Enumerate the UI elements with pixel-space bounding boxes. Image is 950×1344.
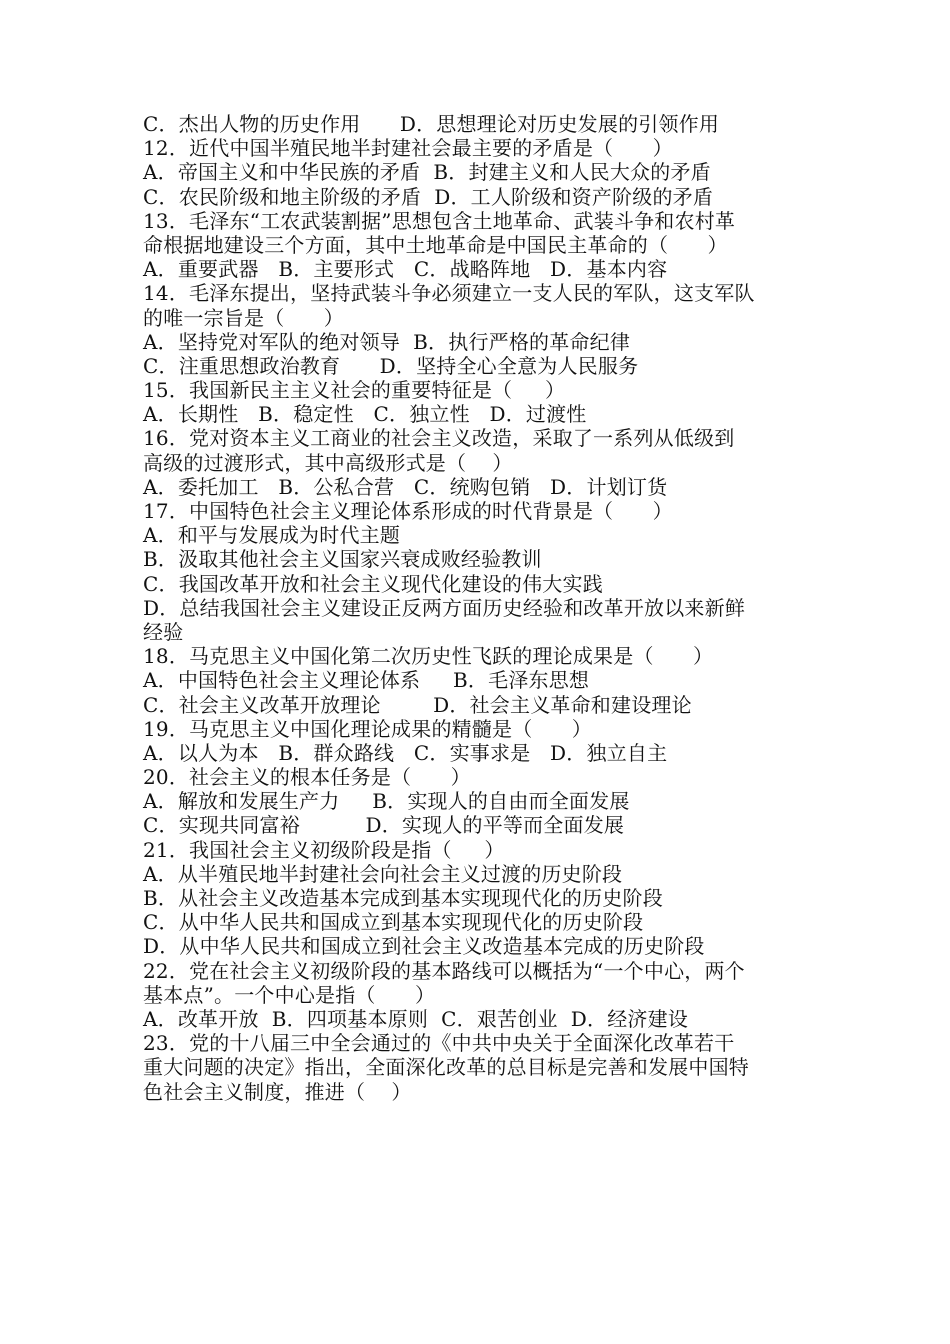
text-line: C．实现共同富裕 D．实现人的平等而全面发展 [143,813,625,838]
text-line: 经验 [143,619,184,644]
text-line: 19．马克思主义中国化理论成果的精髓是（ ） [143,716,592,741]
text-line: D．总结我国社会主义建设正反两方面历史经验和改革开放以来新鲜 [143,595,746,620]
text-line: A．从半殖民地半封建社会向社会主义过渡的历史阶段 [143,861,623,886]
text-line: A．委托加工 B．公私合营 C．统购包销 D．计划订货 [143,474,668,499]
text-line: C．从中华人民共和国成立到基本实现现代化的历史阶段 [143,910,644,935]
text-line: 色社会主义制度，推进（ ） [143,1079,412,1104]
text-line: 20．社会主义的根本任务是（ ） [143,765,471,790]
text-line: C．我国改革开放和社会主义现代化建设的伟大实践 [143,571,603,596]
text-line: A．坚持党对军队的绝对领导 B．执行严格的革命纪律 [143,329,631,354]
text-line: 14．毛泽东提出，坚持武装斗争必须建立一支人民的军队，这支军队 [143,281,755,306]
text-line: C．杰出人物的历史作用 D．思想理论对历史发展的引领作用 [143,112,720,136]
text-line: 18．马克思主义中国化第二次历史性飞跃的理论成果是（ ） [143,644,714,669]
text-line: C．注重思想政治教育 D．坚持全心全意为人民服务 [143,353,639,378]
text-line: A．和平与发展成为时代主题 [143,523,401,548]
text-line: 高级的过渡形式，其中高级形式是（ ） [143,450,513,475]
text-line: 21．我国社会主义初级阶段是指（ ） [143,837,505,862]
question-text-block [143,112,813,1104]
text-line: 12．近代中国半殖民地半封建社会最主要的矛盾是（ ） [143,136,673,161]
text-line: 16．党对资本主义工商业的社会主义改造，采取了一系列从低级到 [143,426,735,451]
text-line: A．重要武器 B．主要形式 C．战略阵地 D．基本内容 [143,257,668,282]
text-line: 22．党在社会主义初级阶段的基本路线可以概括为“一个中心，两个 [143,958,745,983]
text-line: A．帝国主义和中华民族的矛盾 B．封建主义和人民大众的矛盾 [143,160,711,185]
text-line: 23．党的十八届三中全会通过的《中共中央关于全面深化改革若干 [143,1031,735,1056]
text-line: B．从社会主义改造基本完成到基本实现现代化的历史阶段 [143,886,663,910]
text-line: A．中国特色社会主义理论体系 B．毛泽东思想 [143,668,590,693]
text-line: C．农民阶级和地主阶级的矛盾 D．工人阶级和资产阶级的矛盾 [143,184,714,209]
text-line: 13．毛泽东“工农武装割据”思想包含土地革命、武装斗争和农村革 [143,208,736,233]
text-line: A．改革开放 B．四项基本原则 C．艰苦创业 D．经济建设 [143,1006,689,1031]
text-line: D．从中华人民共和国成立到社会主义改造基本完成的历史阶段 [143,934,705,959]
text-line: B．汲取其他社会主义国家兴衰成败经验教训 [143,547,542,572]
text-line: 基本点”。一个中心是指（ ） [143,982,436,1007]
text-line: 命根据地建设三个方面，其中土地革命是中国民主革命的（ ） [143,232,728,257]
text-line: A．以人为本 B．群众路线 C．实事求是 D．独立自主 [143,740,668,765]
text-line: A．长期性 B．稳定性 C．独立性 D．过渡性 [143,402,587,427]
text-line: 的唯一宗旨是（ ） [143,305,344,330]
text-line: C．社会主义改革开放理论 D．社会主义革命和建设理论 [143,692,692,717]
text-line: 15．我国新民主主义社会的重要特征是（ ） [143,378,566,403]
text-line: A．解放和发展生产力 B．实现人的自由而全面发展 [143,789,630,814]
text-line: 17．中国特色社会主义理论体系形成的时代背景是（ ） [143,499,673,523]
text-line: 重大问题的决定》指出，全面深化改革的总目标是完善和发展中国特 [143,1055,749,1080]
